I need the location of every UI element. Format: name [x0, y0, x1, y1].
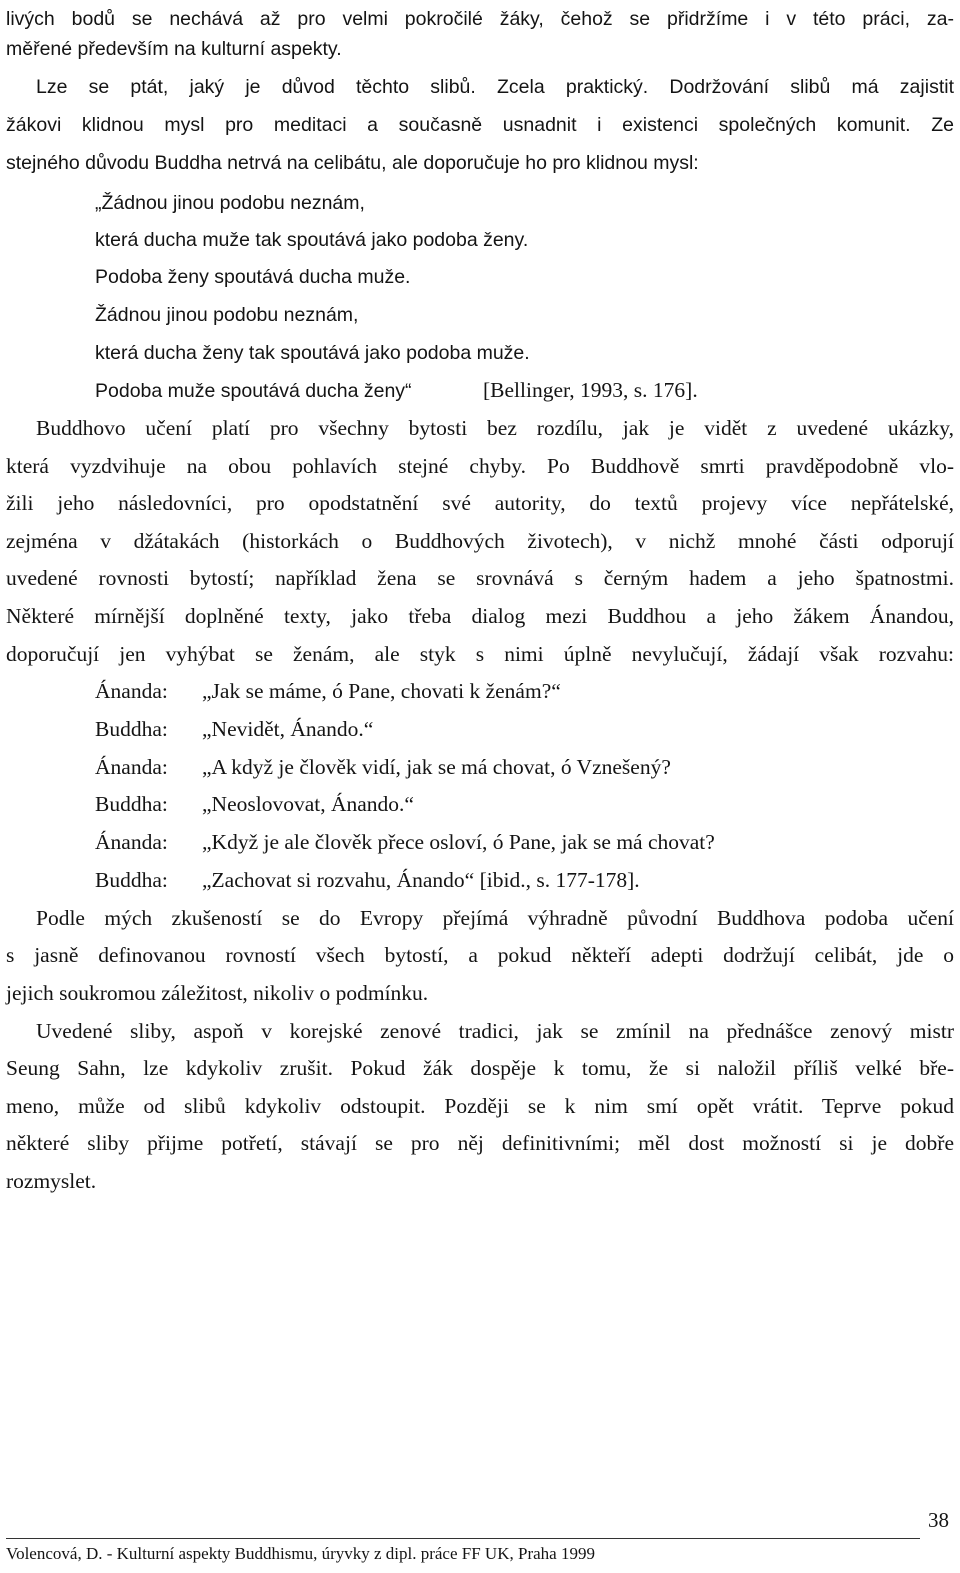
text-line: jejich soukromou záležitost, nikoliv o podmínku.: [6, 981, 429, 1005]
dialog-line: [95, 710, 954, 748]
text-line: Lze se ptát, jaký je důvod těchto slibů. Zcela praktický. Dodržování slibů má zajistit: [36, 76, 954, 98]
footer-text: Volencová, D. - Kulturní aspekty Buddhismu, úryvky z dipl. práce FF UK, Praha 1999: [6, 1544, 595, 1563]
dialog-speaker: Ánanda:: [95, 830, 168, 854]
text-line: doporučují jen vyhýbat se ženám, ale styk s nimi úplně nevylučují, žádají však rozvahu:: [6, 642, 954, 666]
dialog-text: „Zachovat si rozvahu, Ánando“ [ibid., s. 177-178].: [202, 868, 640, 892]
text-line: rozmyslet.: [6, 1169, 97, 1193]
poem-line: která ducha ženy tak spoutává jako podoba muže.: [95, 342, 530, 364]
text-line: livých bodů se nechává až pro velmi pokročilé žáky, čehož se přidržíme i v této práci, za-: [6, 8, 954, 30]
dialog-speaker: Ánanda:: [95, 755, 168, 779]
poem-line-last: [95, 371, 954, 409]
dialog-line: [95, 785, 954, 823]
dialog-text: „Nevidět, Ánando.“: [202, 717, 374, 741]
text-line: Některé mírnější doplněné texty, jako třeba dialog mezi Buddhou a jeho žákem Ánandou,: [6, 604, 954, 628]
text-line: Seung Sahn, lze kdykoliv zrušit. Pokud žák dospěje k tomu, že si naložil příliš velké bře-: [6, 1056, 954, 1080]
dialog-speaker: Ánanda:: [95, 679, 168, 703]
dialog-line: [95, 861, 954, 899]
dialog-line: [95, 748, 954, 786]
footer-divider: [6, 1538, 920, 1539]
text-line: Uvedené sliby, aspoň v korejské zenové tradici, jak se zmínil na přednášce zenový mistr: [36, 1019, 954, 1043]
text-line: žili jeho následovníci, pro opodstatnění své autority, do textů projevy více nepřátelské,: [6, 491, 954, 515]
text-line: Buddhovo učení platí pro všechny bytosti bez rozdílu, jak je vidět z uvedené ukázky,: [36, 416, 954, 440]
poem-line: „Žádnou jinou podobu neznám,: [95, 192, 365, 214]
poem-line-text: Podoba muže spoutává ducha ženy“: [95, 380, 412, 402]
dialog-speaker: Buddha:: [95, 868, 168, 892]
dialog-line: [95, 823, 954, 861]
text-line: s jasně definovanou rovností všech bytostí, a pokud někteří adepti dodržují celibát, jde o: [6, 943, 954, 967]
text-line: žákovi klidnou mysl pro meditaci a současně usnadnit i existenci společných komunit. Ze: [6, 114, 954, 136]
page-number: 38: [928, 1508, 949, 1532]
dialog-text: „A když je člověk vidí, jak se má chovat, ó Vznešený?: [202, 755, 671, 779]
text-line: stejného důvodu Buddha netrvá na celibátu, ale doporučuje ho pro klidnou mysl:: [6, 152, 699, 174]
text-line: uvedené rovnosti bytostí; například žena se srovnává s černým hadem a jeho špatnostmi.: [6, 566, 954, 590]
text-line: měřené především na kulturní aspekty.: [6, 38, 342, 60]
text-line: některé sliby přijme potřetí, stávají se pro něj definitivními; měl dost možností si je dobře: [6, 1131, 954, 1155]
dialog-text: „Když je ale člověk přece osloví, ó Pane, jak se má chovat?: [202, 830, 715, 854]
dialog-text: „Jak se máme, ó Pane, chovati k ženám?“: [202, 679, 561, 703]
text-line: která vyzdvihuje na obou pohlavích stejné chyby. Po Buddhově smrti pravděpodobně vlo-: [6, 454, 954, 478]
poem-citation: [Bellinger, 1993, s. 176].: [483, 378, 698, 402]
dialog-speaker: Buddha:: [95, 792, 168, 816]
poem-line: Žádnou jinou podobu neznám,: [95, 304, 359, 326]
poem-line: Podoba ženy spoutává ducha muže.: [95, 266, 411, 288]
poem-line: která ducha muže tak spoutává jako podoba ženy.: [95, 229, 529, 251]
dialog-speaker: Buddha:: [95, 717, 168, 741]
dialog-text: „Neoslovovat, Ánando.“: [202, 792, 414, 816]
text-line: zejména v džátakách (historkách o Buddhových životech), v nichž mnohé části odporují: [6, 529, 954, 553]
text-line: meno, může od slibů kdykoliv odstoupit. Později se k nim smí opět vrátit. Teprve pokud: [6, 1094, 954, 1118]
dialog-line: [95, 672, 954, 710]
text-line: Podle mých zkušeností se do Evropy přejímá výhradně původní Buddhova podoba učení: [36, 906, 954, 930]
